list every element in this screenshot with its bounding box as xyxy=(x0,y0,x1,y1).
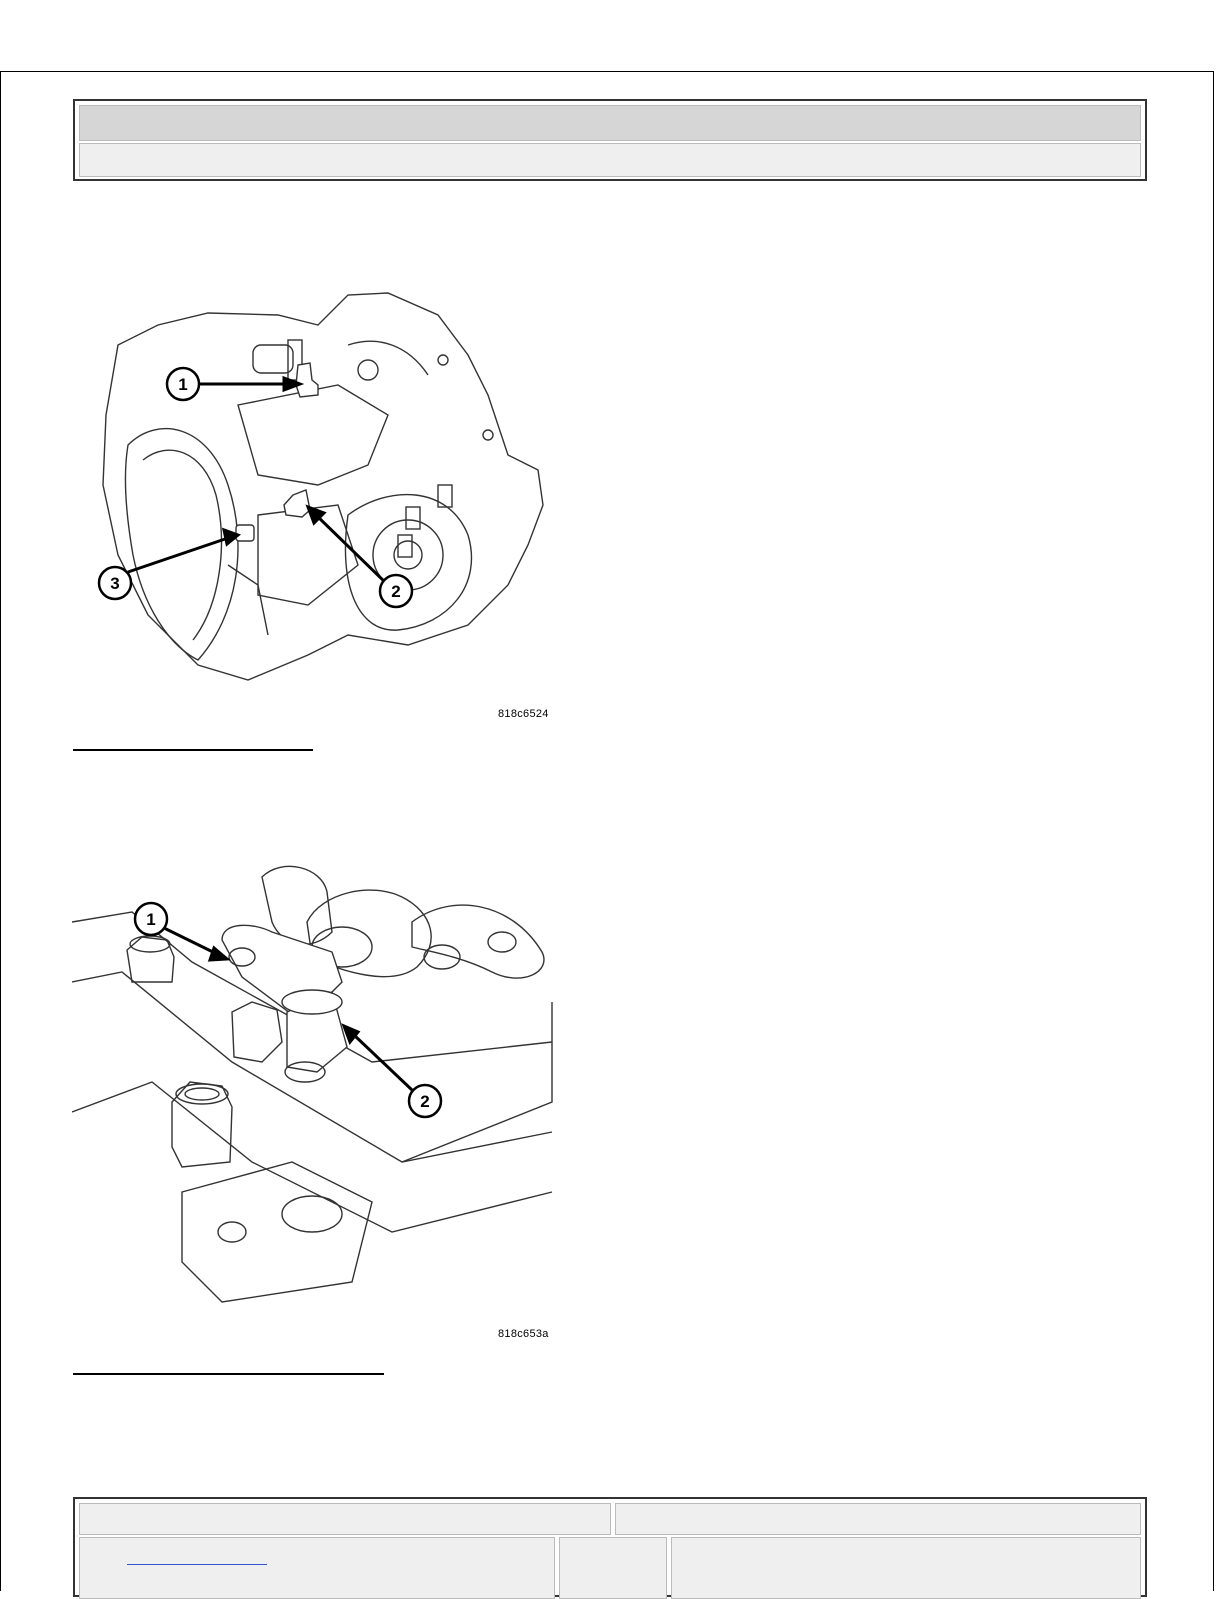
header-table xyxy=(73,99,1147,181)
footer-cell xyxy=(615,1503,1141,1535)
sensor-illustration xyxy=(72,862,556,1304)
section-rule xyxy=(73,1373,384,1375)
section-rule xyxy=(73,749,313,751)
footer-cell xyxy=(559,1537,667,1599)
callout-2: 2 xyxy=(420,1092,430,1111)
callout-1: 1 xyxy=(178,375,188,394)
footer-table xyxy=(73,1497,1147,1597)
footer-cell xyxy=(671,1537,1141,1599)
transmission-illustration xyxy=(88,285,558,690)
header-title-row xyxy=(79,105,1141,141)
footer-cell xyxy=(79,1503,611,1535)
figure-transmission-sensors xyxy=(88,285,558,690)
header-subtitle-row xyxy=(79,143,1141,177)
callout-1: 1 xyxy=(146,910,156,929)
callout-2: 2 xyxy=(391,582,401,601)
figure-id: 818c653a xyxy=(498,1328,549,1340)
footer-cell xyxy=(79,1537,555,1599)
callout-3: 3 xyxy=(110,574,120,593)
footer-link[interactable] xyxy=(127,1564,267,1565)
figure-sensor-closeup xyxy=(72,862,556,1304)
figure-id: 818c6524 xyxy=(498,708,549,720)
